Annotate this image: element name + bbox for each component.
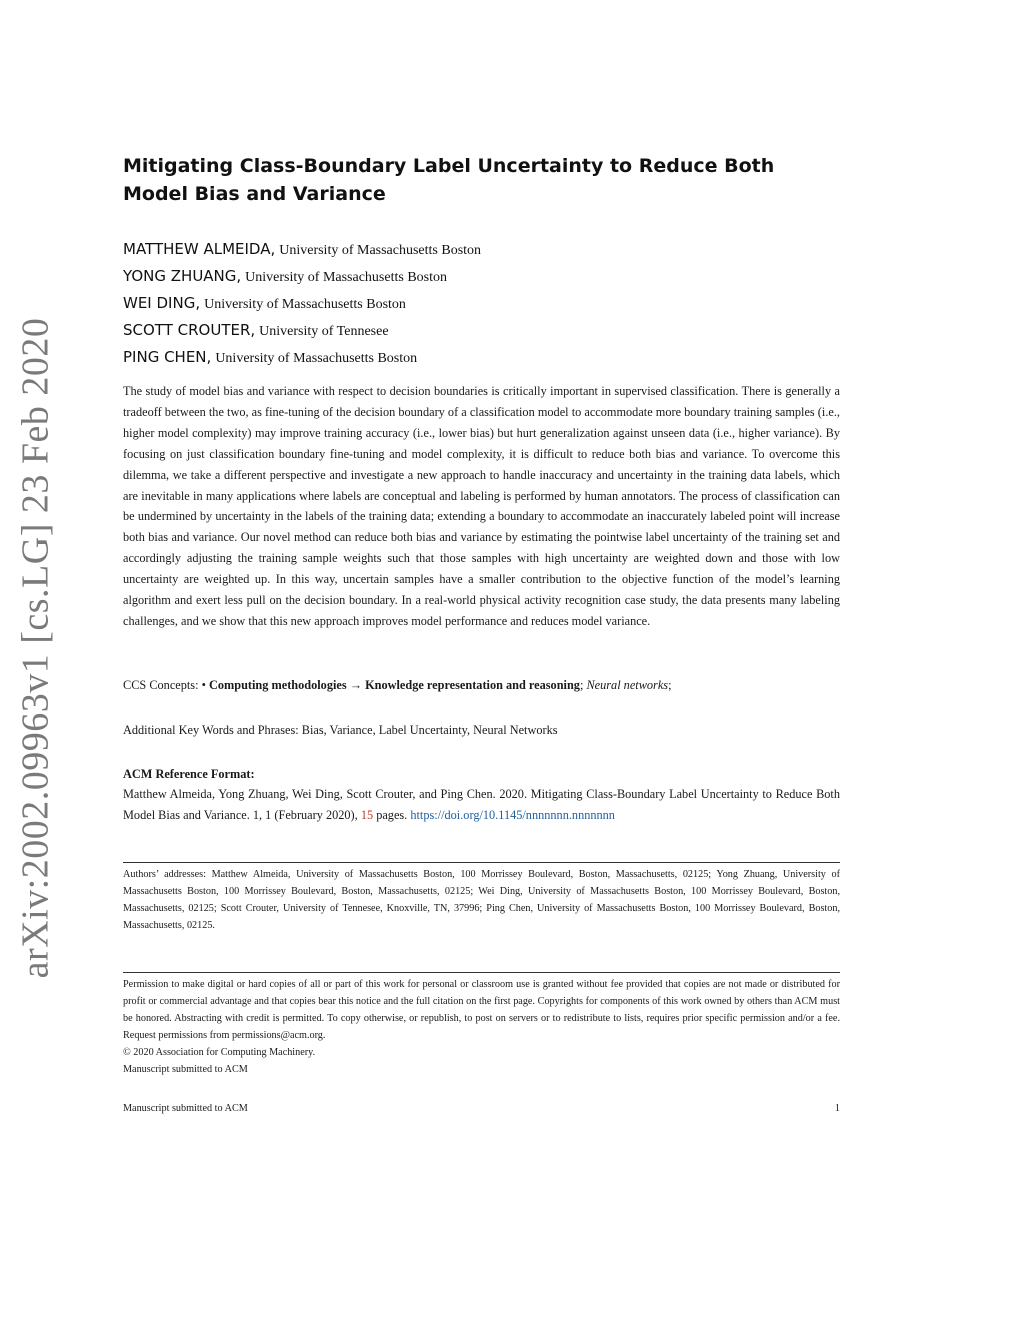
ccs-concept: Computing methodologies → Knowledge representation and reasoning [208,678,580,692]
submission-note: Manuscript submitted to ACM [123,1064,248,1075]
author-name: WEI DING, [123,294,201,312]
author-name: PING CHEN, [123,348,212,366]
author-name: MATTHEW ALMEIDA, [123,240,276,258]
reference-pages-link[interactable]: 15 [360,807,374,822]
author-affiliation: University of Massachusetts Boston [245,270,447,285]
author-item [123,236,840,263]
author-item [123,344,840,371]
footer-venue: Manuscript submitted to ACM [123,1103,248,1114]
author-list [123,236,840,371]
ccs-prefix: CCS Concepts: • [123,678,206,692]
reference-pages-word: pages. [376,807,408,822]
abstract: The study of model bias and variance with respect to decision boundaries is critically important in supervised classification. There is generally a tradeoff between the two, as fine-tuning of the decision boundary of a classification model to accommodate more boundary training samples (i.e., higher model complexity) may improve training accuracy (i.e., lower bias) but hurt generalization against unseen data (i.e., higher variance). By focusing on just classification boundary fine-tuning and model complexity, it is difficult to reduce both bias and variance. To overcome this dilemma, we take a different perspective and investigate a new approach to handle inaccuracy and uncertainty in the training data labels, which are inevitable in many applications where labels are conceptual and labeling is performed by human annotators. The process of classification can be undermined by uncertainty in the labels of the training data; extending a boundary to accommodate an inaccurately labeled point will increase both bias and variance. Our novel method can reduce both bias and variance by estimating the pointwise label uncertainty of the training set and accordingly adjusting the training sample weights such that those samples with high uncertainty are weighted down and those with low uncertainty are weighted up. In this way, uncertain samples have a smaller contribution to the objective function of the model’s learning algorithm and exert less pull on the decision boundary. In a real-world physical activity recognition case study, the data presents many labeling challenges, and we show that this new approach improves model performance and reduces model variance. [123,384,840,628]
author-name: YONG ZHUANG, [123,267,242,285]
ccs-subconcept: Neural networks [586,678,669,692]
author-item [123,263,840,290]
addresses-divider [123,862,840,863]
page-number: 1 [834,1103,840,1114]
reference-format [123,784,840,825]
author-affiliation: University of Massachusetts Boston [279,243,482,258]
author-item [123,317,840,344]
copyright-notice: © 2020 Association for Computing Machinery. [123,1047,316,1058]
ccs-suffix: ; [668,678,672,692]
ccs-concepts [123,675,840,695]
arxiv-identifier [2,317,68,978]
author-addresses: Authors’ addresses: Matthew Almeida, University of Massachusetts Boston, 100 Morrissey Boulevard, Boston, Massachusetts, 02125; Yong Zhuang, University of Massachusetts Boston, 100 Morrissey Boulevard, Boston, Massachusetts, 02125; Wei Ding, University of Massachusetts Boston, 100 Morrissey Boulevard, Boston, Massachusetts, 02125; Scott Crouter, University of Tennesee, Knoxville, TN, 37996; Ping Chen, University of Massachusetts Boston, 100 Morrissey Boulevard, Boston, Massachusetts, 02125. [123,869,840,931]
reference-heading: ACM Reference Format: [123,767,255,781]
author-affiliation: University of Tennesee [259,324,389,339]
author-name: SCOTT CROUTER, [123,321,256,339]
author-affiliation: University of Massachusetts Boston [204,297,406,312]
reference-text: Matthew Almeida, Yong Zhuang, Wei Ding, Scott Crouter, and Ping Chen. 2020. Mitigating Class-Boundary Label Uncertainty to Reduce Both Model Bias and Variance. 1, 1 (February 2020), [123,787,840,822]
page-footer [123,1100,840,1117]
permission-notice: Permission to make digital or hard copies of all or part of this work for personal or classroom use is granted without fee provided that copies are not made or distributed for profit or commercial advantage and that copies bear this notice and the full citation on the first page. Copyrights for components of this work owned by others than ACM must be honored. Abstracting with credit is permitted. To copy otherwise, or republish, to post on servers or to redistribute to lists, requires prior specific permission and/or a fee. Request permissions from permissions@acm.org. [123,979,840,1041]
doi-link[interactable]: https://doi.org/10.1145/nnnnnnn.nnnnnnn [410,807,615,822]
paper-title: Mitigating Class-Boundary Label Uncertainty to Reduce Both Model Bias and Variance [123,155,775,205]
keywords: Additional Key Words and Phrases: Bias, Variance, Label Uncertainty, Neural Networks [123,723,558,737]
author-item [123,290,840,317]
arxiv-identifier-text: arXiv:2002.09963v1 [cs.LG] 23 Feb 2020 [14,317,57,978]
ccs-separator: ; [579,678,584,692]
author-affiliation: University of Massachusetts Boston [215,351,418,366]
permission-divider [123,972,840,973]
